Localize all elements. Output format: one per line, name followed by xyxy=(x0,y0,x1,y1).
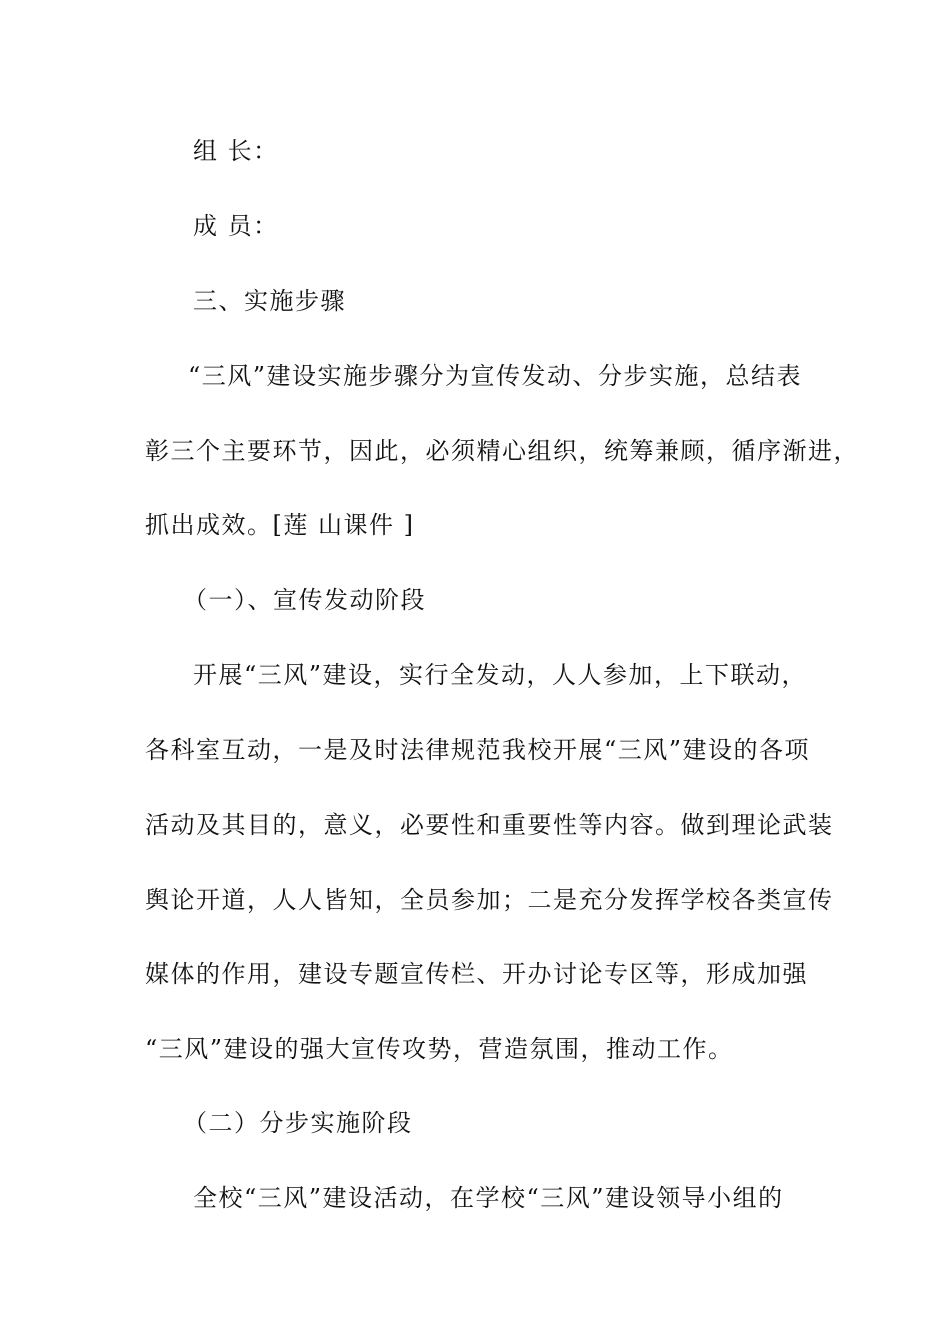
paragraph-line: “三风”建设实施步骤分为宣传发动、分步实施，总结表 xyxy=(188,362,803,390)
paragraph-line: 活动及其目的，意义，必要性和重要性等内容。做到理论武装 xyxy=(145,811,834,839)
paragraph-line: 各科室互动，一是及时法律规范我校开展“三风”建设的各项 xyxy=(145,736,811,764)
paragraph-line: 开展“三风”建设，实行全发动，人人参加，上下联动， xyxy=(193,661,808,689)
group-leader-line: 组 长： xyxy=(193,137,279,165)
paragraph-line: 彰三个主要环节，因此，必须精心组织，统筹兼顾，循序渐进， xyxy=(145,437,859,465)
subsection-heading-1: （一）、宣传发动阶段 xyxy=(183,586,426,614)
paragraph-line: 抓出成效。[莲 山课件 ] xyxy=(145,511,415,539)
subsection-heading-2: （二）分步实施阶段 xyxy=(183,1109,413,1137)
paragraph-line: “三风”建设的强大宣传攻势，营造氛围，推动工作。 xyxy=(145,1035,734,1063)
paragraph-line: 全校“三风”建设活动，在学校“三风”建设领导小组的 xyxy=(193,1184,784,1212)
paragraph-line: 媒体的作用，建设专题宣传栏、开办讨论专区等，形成加强 xyxy=(145,960,808,988)
section-heading-3: 三、实施步骤 xyxy=(193,287,346,315)
paragraph-line: 舆论开道，人人皆知，全员参加；二是充分发挥学校各类宣传 xyxy=(145,886,834,914)
members-line: 成 员： xyxy=(193,212,279,240)
